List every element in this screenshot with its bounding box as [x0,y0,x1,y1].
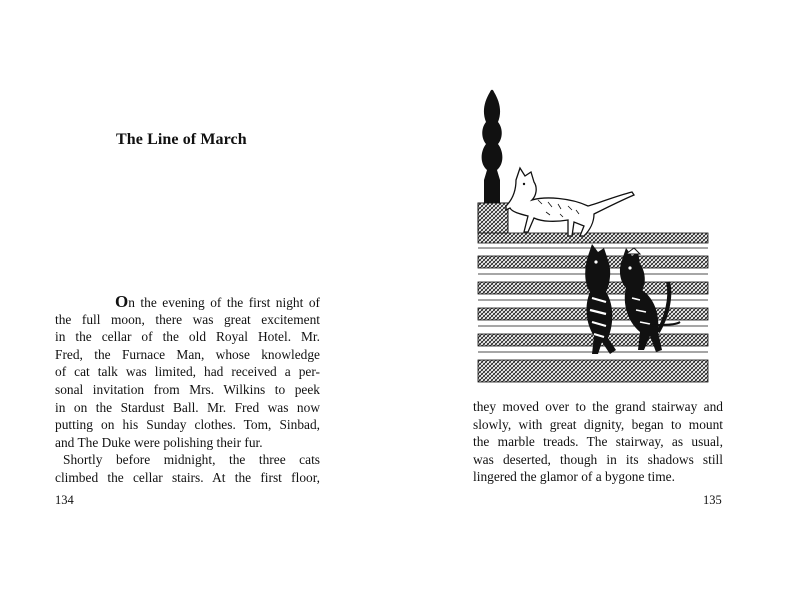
text-line: lingered the glamor of a bygone time. [473,469,675,485]
text-line: climbed the cellar stairs. At the first floor, [55,469,320,485]
text-line [55,293,320,311]
drop-cap: O [115,292,129,311]
page-number: 135 [703,493,722,507]
text-line: and The Duke were polishing their fur. [55,434,263,450]
text-line: they moved over to the grand stairway and [473,399,723,414]
text-line: sonal invitation from Mrs. Wilkins to peek [55,381,320,397]
text-line: in on the Stardust Ball. Mr. Fred was now [55,399,320,415]
chapter-title: The Line of March [116,131,247,148]
page-number: 134 [55,493,74,507]
text-line: the marble treads. The stairway, as usual, [473,434,723,450]
text-line: was deserted, though in its shadows still [473,451,723,467]
text-line: putting on his Sunday clothes. Tom, Sinbad, [55,417,320,433]
text-line: slowly, with great dignity, began to mount [473,416,723,432]
text-line: Fred, the Furnace Man, whose knowledge [55,346,320,362]
text-line-content: n the evening of the first night of [128,295,320,310]
left-page-text [55,293,320,487]
text-line: the full moon, there was great excitement [55,311,320,327]
newel-post [478,90,508,233]
light-cat-drawing [506,168,634,236]
text-line: in the cellar of the old Royal Hotel. Mr. [55,329,320,345]
right-page [396,0,792,612]
text-line: Shortly before midnight, the three cats [63,452,320,468]
right-page-text [473,398,723,486]
text-line: of cat talk was limited, had received a per- [55,364,320,380]
cats-on-stairway-illustration [476,88,712,388]
